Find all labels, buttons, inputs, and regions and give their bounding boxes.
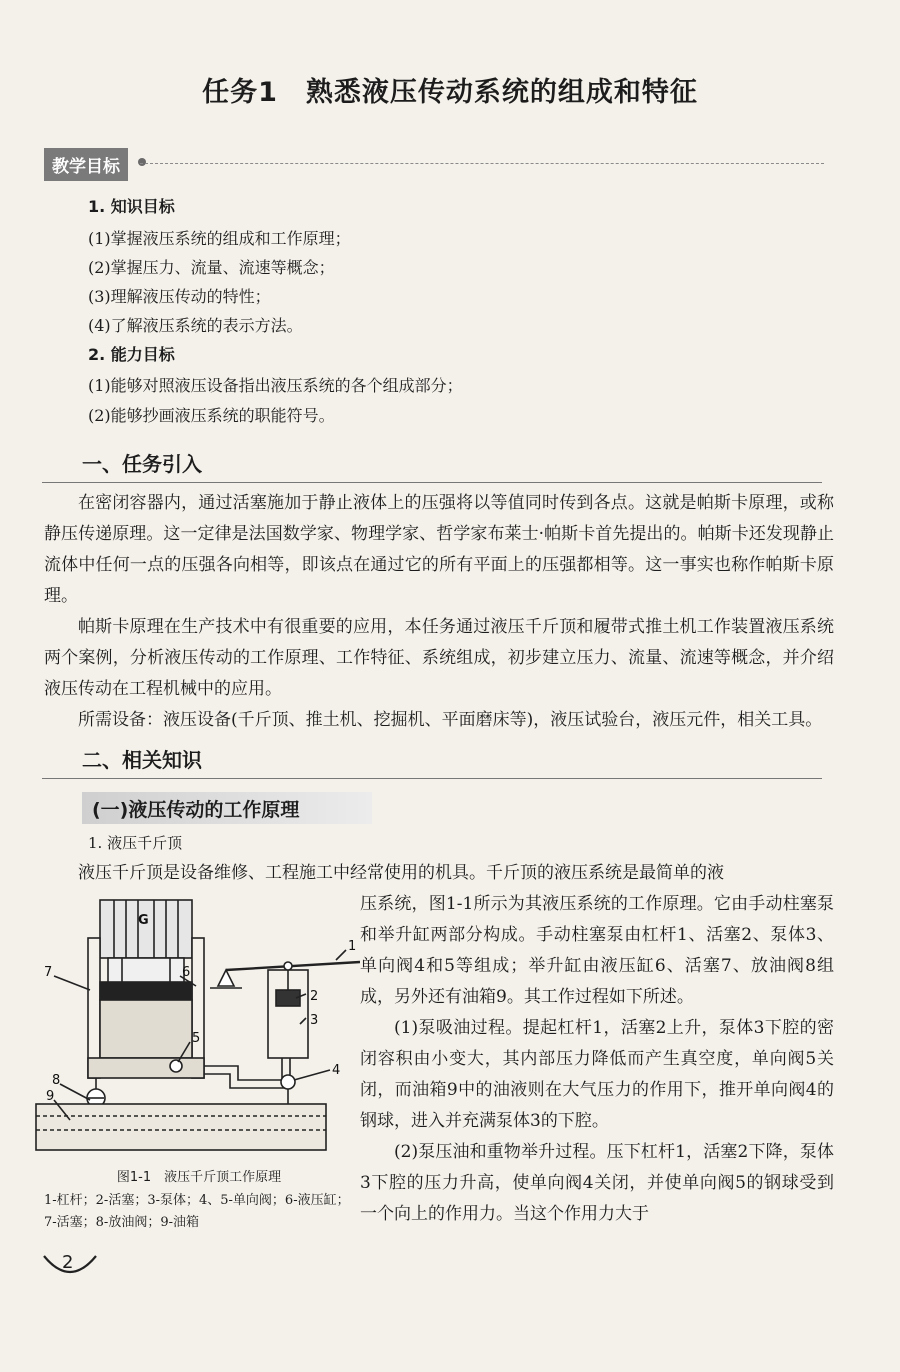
subsection-heading: (一)液压传动的工作原理 [92, 799, 300, 821]
ability-goal-heading: 2. 能力目标 [88, 345, 175, 364]
callout-1: 1 [348, 939, 357, 954]
page-title: 任务1 熟悉液压传动系统的组成和特征 [202, 77, 698, 108]
section-rule [140, 163, 824, 164]
paragraph: 所需设备：液压设备(千斤顶、推土机、挖掘机、平面磨床等)，液压试验台，液压元件，相关工具。 [78, 710, 823, 730]
callout-7: 7 [44, 965, 53, 980]
figure-legend: 1-杠杆；2-活塞；3-泵体；4、5-单向阀；6-液压缸；7-活塞；8-放油阀；9-油箱 [44, 1193, 350, 1230]
knowledge-goal-item: (3)理解液压传动的特性； [88, 287, 271, 306]
right-column-text [360, 889, 834, 1230]
section1-body [44, 488, 834, 736]
ability-goal-item: (2)能够抄画液压系统的职能符号。 [88, 406, 335, 425]
callout-2: 2 [310, 989, 319, 1004]
knowledge-goal-item: (2)掌握压力、流量、流速等概念； [88, 258, 335, 277]
callout-6: 6 [182, 965, 191, 980]
knowledge-goal-item: (4)了解液压系统的表示方法。 [88, 316, 303, 335]
knowledge-goal-item: (1)掌握液压系统的组成和工作原理； [88, 229, 351, 248]
section-dot [138, 158, 146, 166]
paragraph: (2)泵压油和重物举升过程。压下杠杆1，活塞2下降，泵体3下腔的压力升高，使单向阀4关闭，并使单向阀5的钢球受到一个向上的作用力。当这个作用力大于 [360, 1142, 834, 1224]
callout-4: 4 [332, 1063, 341, 1078]
paragraph: 压系统，图1-1所示为其液压系统的工作原理。它由手动柱塞泵和举升缸两部分构成。手动柱塞泵由杠杆1、活塞2、泵体3、单向阀4和5等组成；举升缸由液压缸6、活塞7、放油阀8组成，另外还有油箱9。其工作过程如下所述。 [360, 894, 834, 1007]
page-number: 2 [62, 1252, 74, 1273]
hydraulic-jack-diagram [30, 890, 360, 1160]
callout-3: 3 [310, 1013, 319, 1028]
ability-goal-item: (1)能够对照液压设备指出液压系统的各个组成部分； [88, 376, 463, 395]
section2-heading: 二、相关知识 [82, 744, 202, 773]
paragraph: (1)泵吸油过程。提起杠杆1，活塞2上升，泵体3下腔的密闭容积由小变大，其内部压力降低而产生真空度，单向阀5关闭，而油箱9中的油液则在大气压力的作用下，推开单向阀4的钢球，进入并充满泵体3的下腔。 [360, 1018, 834, 1131]
knowledge-goal-heading: 1. 知识目标 [88, 197, 175, 216]
paragraph: 在密闭容器内，通过活塞施加于静止液体上的压强将以等值同时传到各点。这就是帕斯卡原理，或称静压传递原理。这一定律是法国数学家、物理学家、哲学家布莱士·帕斯卡首先提出的。帕斯卡还发现静止流体中任何一点的压强各向相等，即该点在通过它的所有平面上的压强都相等。这一事实也称作帕斯卡原理。 [44, 493, 834, 606]
figure-caption: 图1-1 液压千斤顶工作原理 [116, 1170, 282, 1185]
item-heading: 1. 液压千斤顶 [88, 834, 183, 852]
teaching-goals-tag: 教学目标 [44, 148, 128, 181]
callout-5: 5 [192, 1031, 201, 1046]
paragraph: 帕斯卡原理在生产技术中有很重要的应用，本任务通过液压千斤顶和履带式推土机工作装置液压系统两个案例，分析液压传动的工作原理、工作特征、系统组成，初步建立压力、流量、流速等概念，并介绍液压传动在工程机械中的应用。 [44, 617, 834, 699]
intro-first-line: 液压千斤顶是设备维修、工程施工中经常使用的机具。千斤顶的液压系统是最简单的液 [78, 863, 724, 883]
callout-8: 8 [52, 1073, 61, 1088]
callout-9: 9 [46, 1089, 55, 1104]
section1-heading: 一、任务引入 [82, 448, 202, 477]
load-label: G [138, 913, 149, 928]
